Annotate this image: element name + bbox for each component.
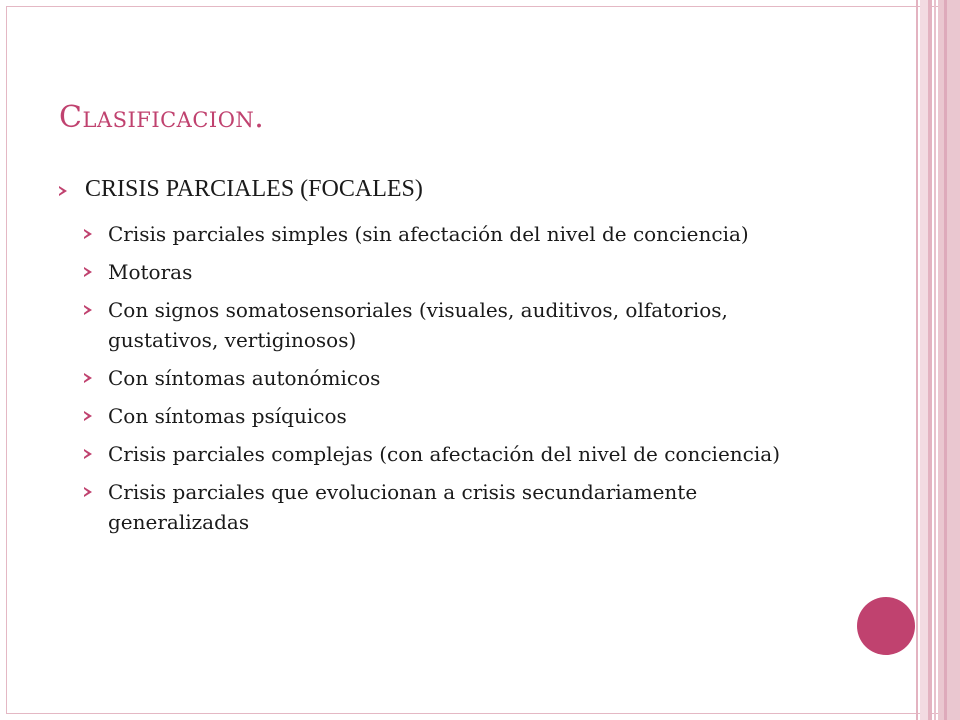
decorative-stripe <box>944 0 947 720</box>
sub-bullet-text: Crisis parciales simples (sin afectación del nivel de conciencia) <box>108 222 749 246</box>
decorative-stripe <box>934 0 936 720</box>
bullet-heading <box>59 171 849 207</box>
sub-bullet <box>84 295 849 355</box>
sub-bullet-text: Crisis parciales que evolucionan a crisis secundariamente generalizadas <box>108 480 698 534</box>
sub-bullet <box>84 439 849 469</box>
sub-bullet-text: Con signos somatosensoriales (visuales, auditivos, olfatorios, gustativos, vertiginosos) <box>108 298 728 352</box>
sub-bullet <box>84 363 849 393</box>
decorative-circle <box>857 597 915 655</box>
decorative-stripe <box>916 0 918 720</box>
arrow-bullet-icon <box>84 487 92 497</box>
decorative-stripe <box>938 0 960 720</box>
arrow-bullet-icon <box>84 373 92 383</box>
sub-bullet <box>84 257 849 287</box>
arrow-bullet-icon <box>84 267 92 277</box>
decorative-stripe <box>928 0 932 720</box>
arrow-bullet-icon <box>84 411 92 421</box>
arrow-bullet-icon <box>59 186 67 196</box>
sub-bullet <box>84 401 849 431</box>
slide-title: Clasificacion. <box>59 100 265 135</box>
arrow-bullet-icon <box>84 449 92 459</box>
sub-bullet-text: Con síntomas psíquicos <box>108 404 347 428</box>
sub-bullet-text: Con síntomas autonómicos <box>108 366 381 390</box>
bullet-heading-text: CRISIS PARCIALES (FOCALES) <box>85 176 423 202</box>
decorative-stripe <box>920 0 928 720</box>
bullet-list <box>59 171 849 545</box>
sub-bullet <box>84 219 849 249</box>
sub-bullet-text: Motoras <box>108 260 193 284</box>
sub-bullet <box>84 477 849 537</box>
arrow-bullet-icon <box>84 305 92 315</box>
arrow-bullet-icon <box>84 229 92 239</box>
sub-bullet-text: Crisis parciales complejas (con afectación del nivel de conciencia) <box>108 442 780 466</box>
